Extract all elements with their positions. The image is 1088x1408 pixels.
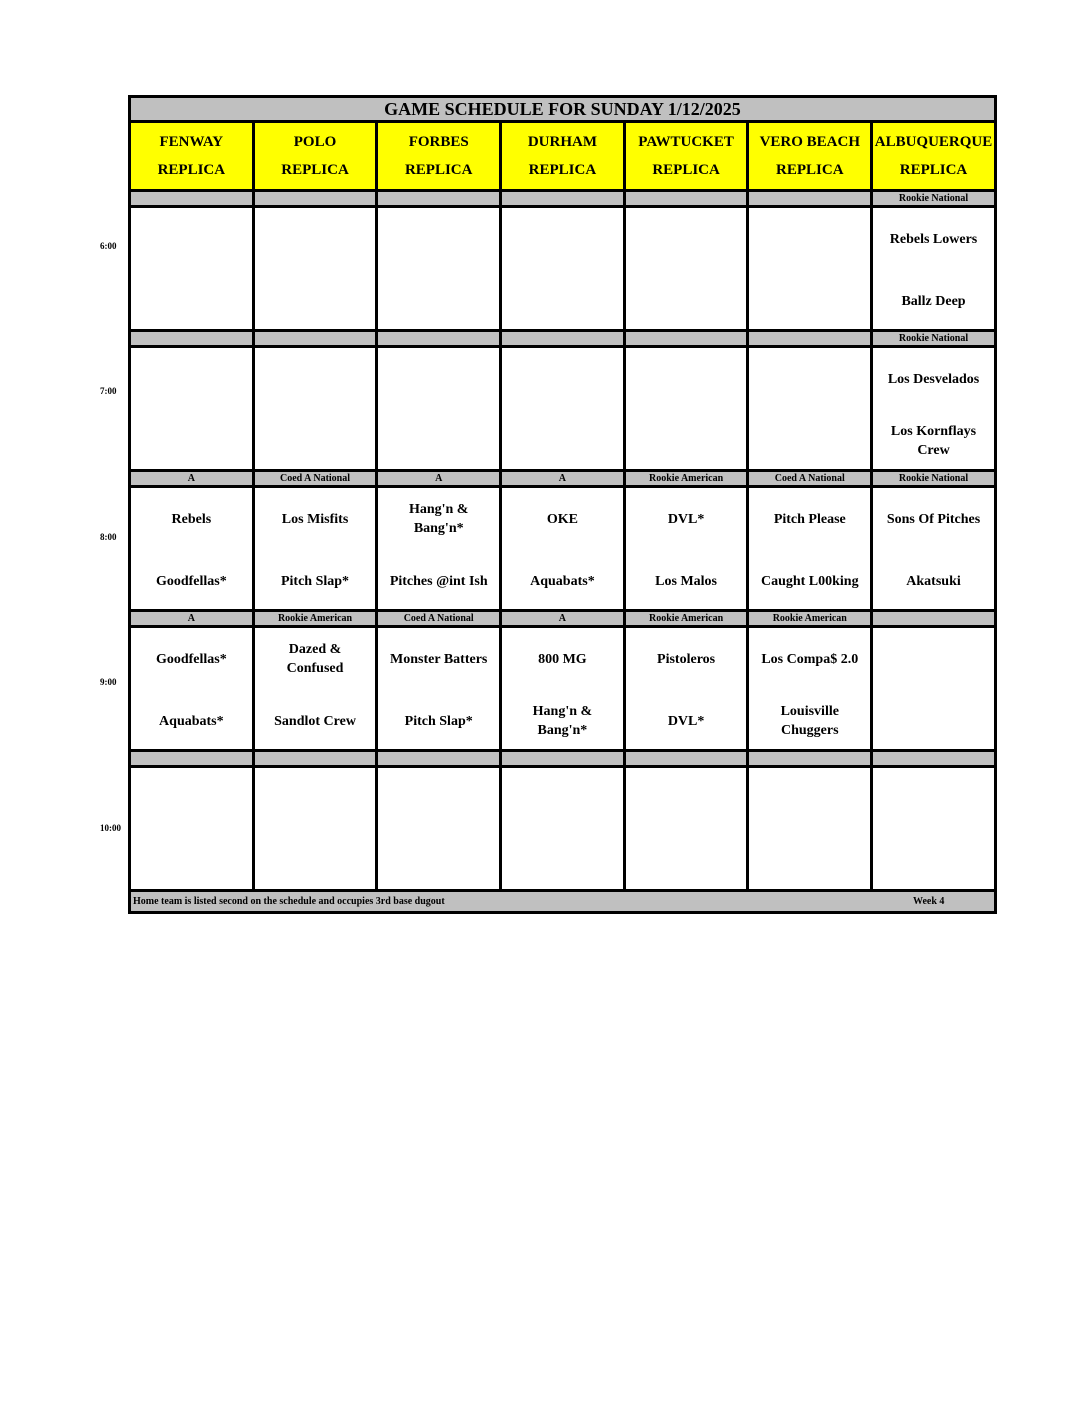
field-header [748,122,872,191]
home-team: Pitch Slap* [280,573,350,589]
field-subtitle: REPLICA [776,162,844,178]
home-team: DVL* [667,713,705,729]
division-label: Rookie American [748,611,872,627]
time-label: 7:00 [100,386,117,396]
away-team: Goodfellas* [155,651,227,667]
away-team: Rebels Lowers [889,231,978,247]
division-label [872,751,996,767]
game-row [130,487,996,611]
game-cell [253,347,377,471]
division-label [624,191,748,207]
away-team: Pistoleros [657,651,716,667]
game-cell [253,487,377,611]
home-team: Ballz Deep [901,293,966,309]
away-team: DVL* [667,511,705,527]
game-cell [130,347,254,471]
game-cell [253,207,377,331]
division-label: Coed A National [253,471,377,487]
game-cell [130,627,254,751]
division-label [624,751,748,767]
division-label: Rookie National [872,471,996,487]
division-label: Rookie American [253,611,377,627]
game-cell [748,347,872,471]
division-row [130,471,996,487]
division-label [253,191,377,207]
division-label: Rookie National [872,191,996,207]
game-cell [501,627,625,751]
division-label [748,751,872,767]
division-row [130,611,996,627]
footer-note: Home team is listed second on the schedule and occupies 3rd base dugout [133,896,445,907]
home-team: Sandlot Crew [274,713,356,729]
field-name: PAWTUCKET [638,134,734,150]
division-label [130,331,254,347]
field-subtitle: REPLICA [899,162,968,178]
time-label: 6:00 [100,241,117,251]
away-team: OKE [546,511,578,527]
home-team: Aquabats* [159,713,224,729]
field-header [872,122,996,191]
game-cell [377,207,501,331]
game-cell [377,627,501,751]
game-cell [377,767,501,891]
game-cell [130,207,254,331]
field-subtitle: REPLICA [281,162,349,178]
field-header [501,122,625,191]
week-label: Week 4 [913,896,945,907]
field-subtitle: REPLICA [404,162,473,178]
game-cell [624,347,748,471]
time-label: 9:00 [100,677,117,687]
field-name: FORBES [408,134,469,150]
field-header [624,122,748,191]
game-cell [624,487,748,611]
division-label: A [501,611,625,627]
division-label [377,331,501,347]
field-subtitle: REPLICA [157,162,226,178]
field-name: ALBUQUERQUE [874,134,993,150]
division-label [501,751,625,767]
home-team: Caught L00king [760,573,859,589]
game-row [130,627,996,751]
division-label [872,611,996,627]
home-team: Pitches @int Ish [389,573,488,589]
time-label: 10:00 [100,823,121,833]
home-team: Louisville Chuggers [780,704,839,738]
footer [130,891,996,913]
game-cell [130,767,254,891]
home-team: Pitch Slap* [404,713,473,729]
division-label: A [377,471,501,487]
field-header [377,122,501,191]
away-team: Dazed & Confused [286,642,344,676]
division-label [501,191,625,207]
game-cell [624,207,748,331]
division-label: A [501,471,625,487]
game-cell [253,767,377,891]
time-label: 8:00 [100,532,117,542]
division-label: Coed A National [748,471,872,487]
division-label [377,191,501,207]
game-cell [624,627,748,751]
away-team: Los Compa$ 2.0 [761,651,859,667]
division-label [501,331,625,347]
away-team: 800 MG [538,651,587,667]
game-row [130,207,996,331]
home-team: Hang'n & Bang'n* [532,704,593,738]
game-cell [501,767,625,891]
home-team: Los Malos [655,573,718,589]
division-label: Rookie American [624,471,748,487]
field-header [130,122,254,191]
game-cell [748,207,872,331]
division-label: Rookie American [624,611,748,627]
game-cell [872,627,996,751]
game-cell [624,767,748,891]
home-team: Los Kornflays Crew [890,424,977,458]
footer-row [130,891,996,913]
field-header-row [130,122,996,191]
field-subtitle: REPLICA [528,162,597,178]
division-label [377,751,501,767]
game-cell [253,627,377,751]
field-name: VERO BEACH [759,134,860,150]
game-cell [501,487,625,611]
game-cell [748,627,872,751]
game-cell [748,767,872,891]
game-cell [501,207,625,331]
division-label [253,751,377,767]
game-cell [377,347,501,471]
field-subtitle: REPLICA [652,162,720,178]
division-row [130,331,996,347]
away-team: Pitch Please [773,511,846,527]
division-label [748,331,872,347]
division-row [130,191,996,207]
away-team: Sons Of Pitches [886,511,981,527]
game-row [130,347,996,471]
home-team: Goodfellas* [155,573,227,589]
division-row [130,751,996,767]
home-team: Akatsuki [906,573,961,589]
field-header [253,122,377,191]
division-label [624,331,748,347]
away-team: Rebels [171,511,212,527]
schedule-title: GAME SCHEDULE FOR SUNDAY 1/12/2025 [130,97,996,122]
division-label [253,331,377,347]
field-name: POLO [293,134,337,150]
time-column [0,0,128,1000]
away-team: Los Misfits [281,511,349,527]
division-label: A [130,471,254,487]
game-cell [748,487,872,611]
division-label: Coed A National [377,611,501,627]
game-cell [872,767,996,891]
division-label [748,191,872,207]
away-team: Hang'n & Bang'n* [408,502,469,536]
away-team: Monster Batters [390,651,488,667]
game-cell [872,207,996,331]
division-label: Rookie National [872,331,996,347]
home-team: Aquabats* [530,573,595,589]
game-row [130,767,996,891]
game-schedule-table [128,95,997,914]
field-name: DURHAM [527,134,597,150]
game-cell [377,487,501,611]
game-cell [501,347,625,471]
game-cell [872,347,996,471]
away-team: Los Desvelados [887,371,980,387]
division-label: A [130,611,254,627]
division-label [130,191,254,207]
game-cell [872,487,996,611]
field-name: FENWAY [159,134,224,150]
game-cell [130,487,254,611]
division-label [130,751,254,767]
